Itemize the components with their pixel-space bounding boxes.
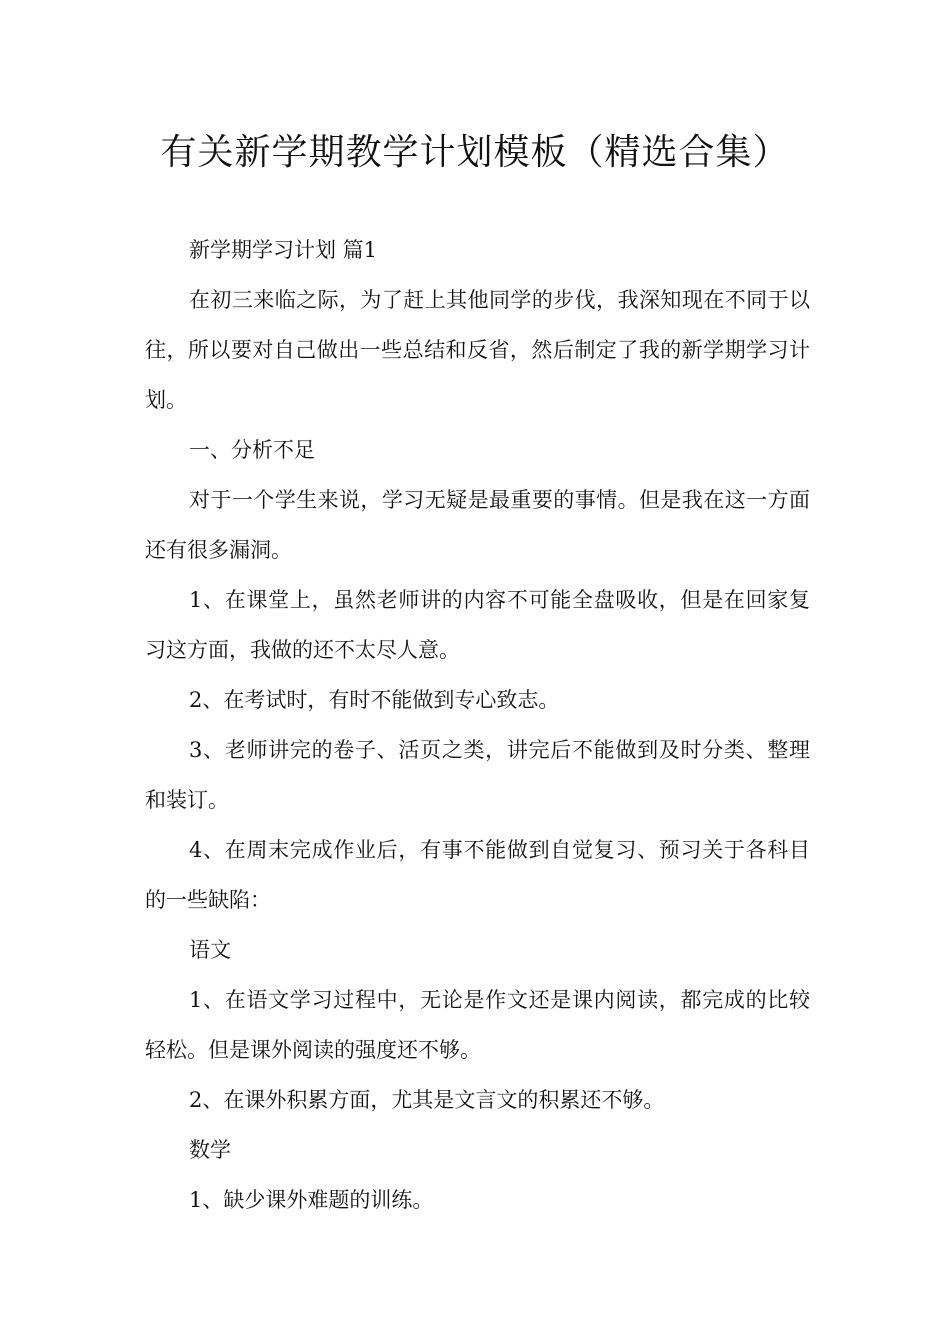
subject-heading: 数学 — [189, 1138, 231, 1162]
list-item: 2、在考试时，有时不能做到专心致志。 — [189, 688, 560, 712]
paragraph: 在初三来临之际，为了赶上其他同学的步伐，我深知现在不同于以往，所以要对自己做出一些总结和反省，然后制定了我的新学期学习计划。 — [145, 288, 810, 412]
list-item: 1、在课堂上，虽然老师讲的内容不可能全盘吸收，但是在回家复习这方面，我做的还不太尽人意。 — [145, 588, 810, 662]
section-heading: 一、分析不足 — [189, 438, 315, 462]
list-item: 4、在周末完成作业后，有事不能做到自觉复习、预习关于各科目的一些缺陷： — [145, 838, 810, 912]
document-body — [145, 225, 810, 1225]
list-item: 1、缺少课外难题的训练。 — [189, 1188, 434, 1212]
list-item: 1、在语文学习过程中，无论是作文还是课内阅读，都完成的比较轻松。但是课外阅读的强度还不够。 — [145, 988, 810, 1062]
list-item: 3、老师讲完的卷子、活页之类，讲完后不能做到及时分类、整理和装订。 — [145, 738, 810, 812]
document-title: 有关新学期教学计划模板（精选合集） — [160, 132, 790, 173]
list-item: 2、在课外积累方面，尤其是文言文的积累还不够。 — [189, 1088, 665, 1112]
subject-heading: 语文 — [189, 938, 231, 962]
paragraph: 对于一个学生来说，学习无疑是最重要的事情。但是我在这一方面还有很多漏洞。 — [145, 488, 810, 562]
section-heading: 新学期学习计划 篇1 — [189, 238, 378, 262]
